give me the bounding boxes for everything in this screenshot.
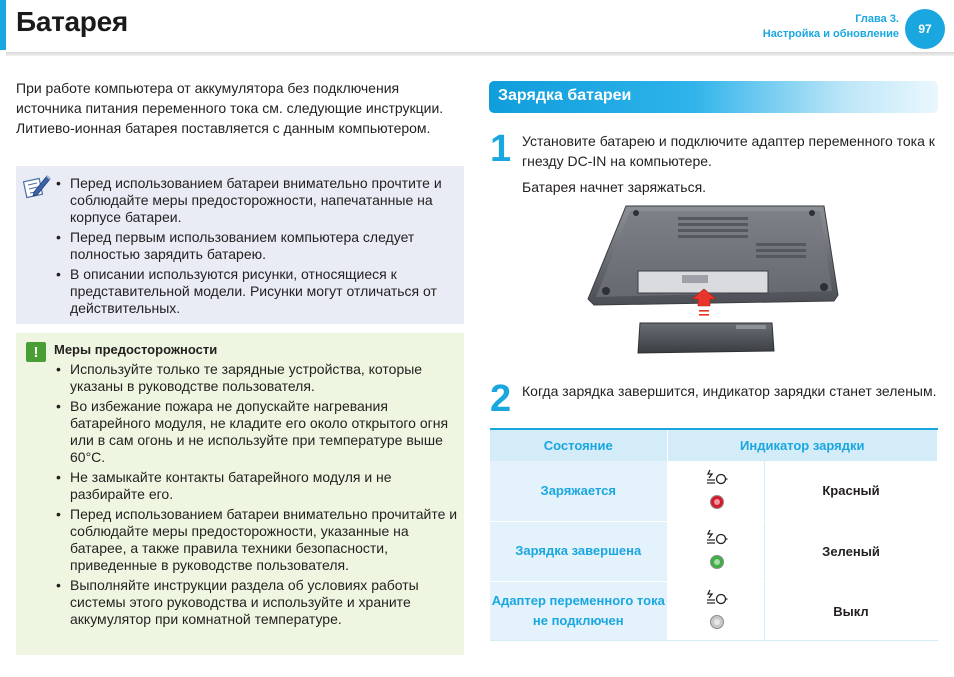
chapter-section: Настройка и обновление — [762, 28, 899, 40]
table-bottom-border — [490, 640, 938, 641]
indicator-icon-cell — [667, 521, 764, 581]
page-title: Батарея — [16, 6, 128, 37]
table-row — [490, 581, 938, 641]
state-cell: Зарядка завершена — [490, 521, 667, 581]
header-divider — [6, 52, 954, 56]
caution-item: • Перед использованием батареи внимательно прочитайте и соблюдайте меры предосторожности, указанные на батарее, а также правила техники безопасности, приведенные в руководстве пользователя. — [54, 506, 458, 574]
caution-title: Меры предосторожности — [54, 342, 218, 357]
column-header-state: Состояние — [490, 429, 667, 461]
indicator-color-cell: Выкл — [764, 581, 938, 641]
chapter-number: Глава 3. — [855, 13, 899, 25]
section-heading: Зарядка батареи — [498, 87, 632, 104]
charge-led-icon — [710, 555, 724, 569]
step-1-text: Установите батарею и подключите адаптер переменного тока к гнезду DC-IN на компьютере. — [522, 133, 935, 169]
caution-item: • Не замыкайте контакты батарейного модуля и не разбирайте его. — [54, 469, 458, 503]
caution-item: • Выполняйте инструкции раздела об условиях работы системы этого руководства и используйте и храните аккумулятор при комнатной температуре. — [54, 577, 458, 628]
page-number-badge: 97 — [905, 9, 945, 49]
state-cell: Адаптер переменного тока не подключен — [490, 581, 667, 641]
note-item: • В описании используются рисунки, относящиеся к представительной модели. Рисунки могут отличаться от действительных. — [54, 266, 456, 317]
indicator-color-cell: Зеленый — [764, 521, 938, 581]
table-header-row — [490, 429, 938, 461]
table-row — [490, 461, 938, 521]
step-1-number: 1 — [490, 128, 512, 170]
intro-paragraph: При работе компьютера от аккумулятора без подключения источника питания переменного тока см. следующие инструкции. Литиево-ионная батарея поставляется с данным компьютером. — [16, 80, 444, 136]
indicator-icon-cell — [667, 581, 764, 641]
step-2-text: Когда зарядка завершится, индикатор зарядки станет зеленым. — [522, 383, 937, 399]
caution-item: • Во избежание пожара не допускайте нагревания батарейного модуля, не кладите его около открытого огня или в сам огонь и не используйте при температуре выше 60°C. — [54, 398, 458, 466]
step-2-number: 2 — [490, 378, 512, 420]
caution-box — [16, 333, 464, 655]
chapter-label — [763, 12, 899, 42]
indicator-color-cell: Красный — [764, 461, 938, 521]
header-accent-bar — [0, 0, 6, 50]
note-item: • Перед первым использованием компьютера следует полностью зарядить батарею. — [54, 229, 456, 263]
battery-charge-icon — [706, 589, 728, 607]
battery-charge-icon — [706, 469, 728, 487]
battery-charge-icon — [706, 529, 728, 547]
caution-exclamation-icon: ! — [26, 342, 46, 362]
laptop-battery-illustration — [586, 203, 840, 355]
step-1-result: Батарея начнет заряжаться. — [522, 179, 707, 195]
charge-indicator-table — [490, 428, 938, 642]
note-list — [54, 175, 456, 320]
caution-item: • Используйте только те зарядные устройства, которые указаны в руководстве пользователя. — [54, 361, 458, 395]
caution-list — [54, 361, 458, 631]
charge-led-icon — [710, 495, 724, 509]
section-heading-bar — [489, 81, 938, 113]
note-item: • Перед использованием батареи внимательно прочтите и соблюдайте меры предосторожности, напечатанные на корпусе батареи. — [54, 175, 456, 226]
column-header-indicator: Индикатор зарядки — [667, 429, 938, 461]
state-cell: Заряжается — [490, 461, 667, 521]
table-row — [490, 521, 938, 581]
note-pencil-icon — [22, 172, 52, 200]
note-box — [16, 166, 464, 324]
charge-led-icon — [710, 615, 724, 629]
indicator-icon-cell — [667, 461, 764, 521]
